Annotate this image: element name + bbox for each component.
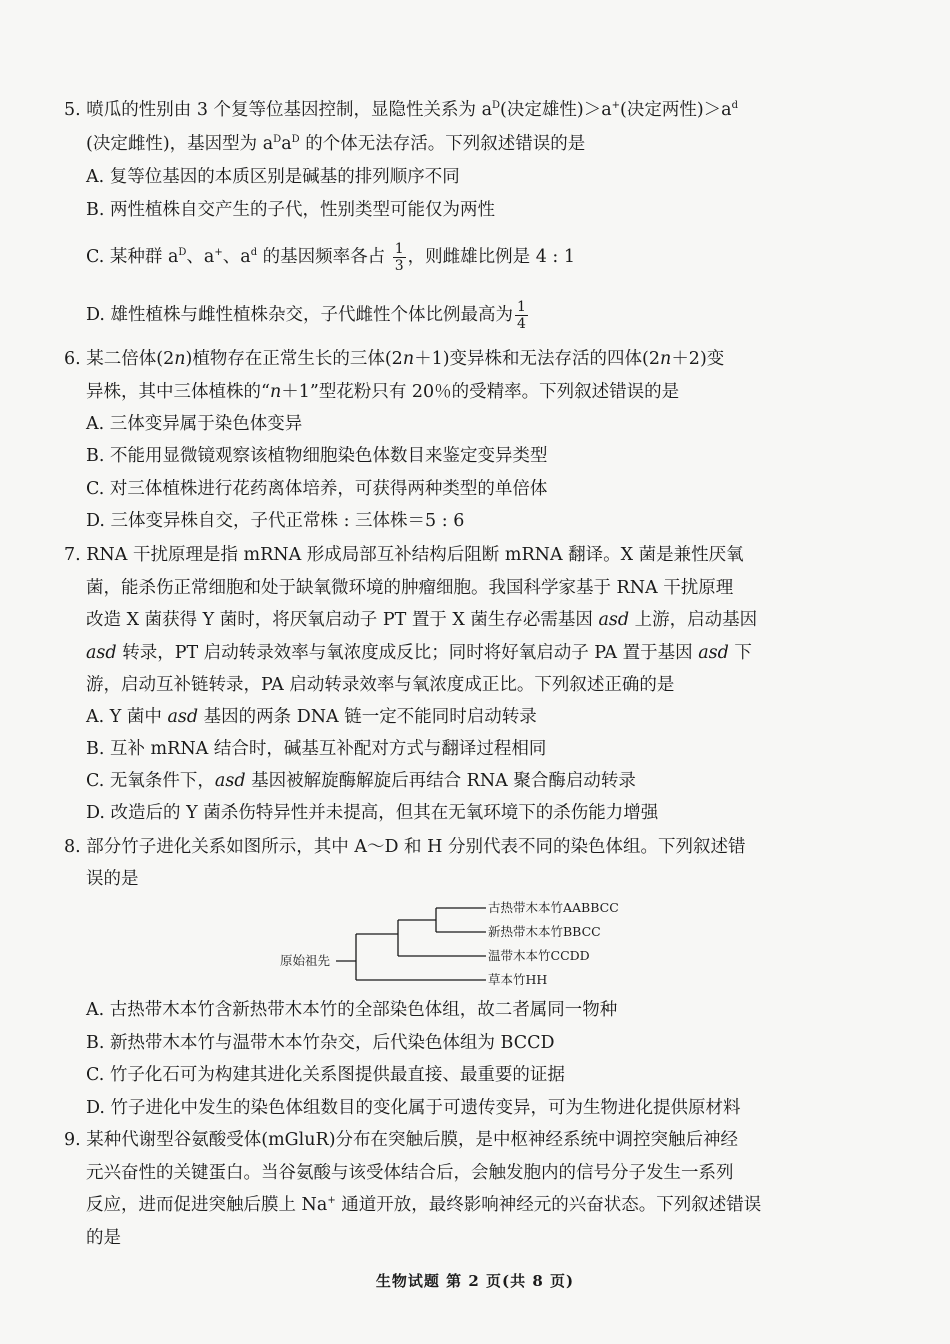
q6-stem-line1 bbox=[64, 346, 724, 372]
q8-option-c: C. 竹子化石可为构建其进化关系图提供最直接、最重要的证据 bbox=[86, 1065, 565, 1085]
gene-asd: asd bbox=[214, 771, 246, 791]
q7-text: 改造 X 菌获得 Y 菌时，将厌氧启动子 PT 置于 X 菌生存必需基因 bbox=[86, 610, 599, 630]
q7-text: 转录，PT 启动转录效率与氧浓度成反比；同时将好氧启动子 PA 置于基因 bbox=[116, 643, 699, 663]
q7-stem-line2: 菌，能杀伤正常细胞和处于缺氧微环境的肿瘤细胞。我国科学家基于 RNA 干扰原理 bbox=[86, 578, 734, 598]
var-n: n bbox=[269, 382, 282, 402]
opt-text: C. 某种群 a bbox=[86, 247, 179, 267]
tree-root-label: 原始祖先 bbox=[280, 953, 331, 968]
q9-stem-line2: 元兴奋性的关键蛋白。当谷氨酸与该受体结合后，会触发胞内的信号分子发生一系列 bbox=[86, 1163, 734, 1183]
q6-option-c: C. 对三体植株进行花药离体培养，可获得两种类型的单倍体 bbox=[86, 479, 548, 499]
q7-text: 下 bbox=[728, 643, 752, 663]
opt-text: 、a bbox=[222, 247, 251, 267]
gene-asd: asd bbox=[167, 707, 199, 727]
q8-option-b: B. 新热带木本竹与温带木本竹杂交，后代染色体组为 BCCD bbox=[86, 1033, 555, 1053]
q6-text: )植物存在正常生长的三体(2 bbox=[185, 349, 403, 369]
tree-leaf-temperate: 温带木本竹CCDD bbox=[488, 948, 590, 963]
q9-stem-line3 bbox=[86, 1192, 761, 1218]
sup: + bbox=[214, 247, 223, 258]
page-footer: 生物试题 第 2 页(共 8 页) bbox=[375, 1272, 575, 1290]
gene-asd: asd bbox=[86, 643, 117, 663]
q6-option-b: B. 不能用显微镜观察该植物细胞染色体数目来鉴定变异类型 bbox=[86, 446, 548, 466]
q5-text: 的个体无法存活。下列叙述错误的是 bbox=[299, 134, 586, 154]
q5-text: 5. 喷瓜的性别由 3 个复等位基因控制，显隐性关系为 a bbox=[64, 100, 493, 120]
q7-option-a bbox=[86, 704, 537, 730]
q5-option-a: A. 复等位基因的本质区别是碱基的排列顺序不同 bbox=[86, 167, 460, 187]
fraction-denominator: 3 bbox=[394, 258, 404, 274]
q6-option-d: D. 三体变异株自交，子代正常株 : 三体株＝5 : 6 bbox=[86, 511, 465, 531]
q6-stem-line2 bbox=[86, 379, 679, 405]
q6-text: ＋1)变异株和无法存活的四体(2 bbox=[414, 349, 661, 369]
fraction-denominator: 4 bbox=[517, 316, 526, 332]
q5-text: (决定雄性)＞a bbox=[500, 100, 612, 120]
q7-stem-line1: 7. RNA 干扰原理是指 mRNA 形成局部互补结构后阻断 mRNA 翻译。X 菌是兼性厌氧 bbox=[64, 545, 744, 565]
sup: d bbox=[731, 100, 739, 111]
q5-option-d bbox=[86, 299, 530, 332]
var-n: n bbox=[174, 349, 186, 369]
opt-text: ，则雌雄比例是 4 : 1 bbox=[407, 247, 576, 267]
q8-stem-line2: 误的是 bbox=[86, 869, 139, 889]
opt-text: C. 无氧条件下， bbox=[86, 771, 215, 791]
q6-text: ＋2)变 bbox=[671, 349, 725, 369]
q5-option-c bbox=[86, 241, 575, 274]
sup: D bbox=[492, 100, 501, 111]
sup: + bbox=[327, 1195, 336, 1206]
q5-stem-line2 bbox=[86, 131, 585, 157]
opt-text: 、a bbox=[186, 247, 215, 267]
opt-text: D. 雄性植株与雌性植株杂交，子代雌性个体比例最高为 bbox=[86, 305, 514, 325]
q6-option-a: A. 三体变异属于染色体变异 bbox=[86, 414, 303, 434]
sup: D bbox=[273, 134, 282, 145]
q5-text: (决定雌性)，基因型为 a bbox=[86, 134, 274, 154]
fraction bbox=[515, 299, 528, 332]
fraction-numerator: 1 bbox=[394, 241, 404, 257]
var-n: n bbox=[660, 349, 672, 369]
q7-text: 上游，启动基因 bbox=[629, 610, 758, 630]
q9-stem-line1: 9. 某种代谢型谷氨酸受体(mGluR)分布在突触后膜，是中枢神经系统中调控突触后神经 bbox=[64, 1130, 739, 1150]
tree-leaf-paleotropical: 古热带木本竹AABBCC bbox=[488, 900, 619, 915]
fraction bbox=[393, 241, 406, 274]
tree-leaf-herbaceous: 草本竹HH bbox=[488, 972, 548, 987]
sup: D bbox=[178, 247, 187, 258]
q9-text: 通道开放，最终影响神经元的兴奋状态。下列叙述错误 bbox=[335, 1195, 762, 1215]
q8-option-a: A. 古热带木本竹含新热带木本竹的全部染色体组，故二者属同一物种 bbox=[86, 1000, 618, 1020]
q8-option-d: D. 竹子进化中发生的染色体组数目的变化属于可遗传变异，可为生物进化提供原材料 bbox=[86, 1098, 741, 1118]
q7-stem-line3 bbox=[86, 607, 757, 633]
q5-stem-line1 bbox=[64, 97, 738, 123]
sup: D bbox=[291, 134, 300, 145]
q7-stem-line4 bbox=[86, 640, 752, 666]
q5-text: (决定两性)＞a bbox=[620, 100, 732, 120]
q6-text: 异株，其中三体植株的“ bbox=[86, 382, 270, 402]
opt-text: 基因的两条 DNA 链一定不能同时启动转录 bbox=[198, 707, 537, 727]
opt-text: 的基因频率各占 bbox=[257, 247, 386, 267]
q8-stem-line1: 8. 部分竹子进化关系如图所示，其中 A～D 和 H 分别代表不同的染色体组。下列叙述错 bbox=[64, 837, 746, 857]
sup: + bbox=[611, 100, 621, 111]
q9-text: 反应，进而促进突触后膜上 Na bbox=[86, 1195, 328, 1215]
var-n: n bbox=[402, 349, 415, 369]
q5-text: a bbox=[281, 134, 292, 154]
sup: d bbox=[250, 247, 258, 258]
opt-text: A. Y 菌中 bbox=[86, 707, 168, 727]
q7-option-c bbox=[86, 768, 636, 794]
bamboo-evolution-tree bbox=[280, 896, 620, 992]
q6-text: 6. 某二倍体(2 bbox=[64, 349, 175, 369]
q7-option-b: B. 互补 mRNA 结合时，碱基互补配对方式与翻译过程相同 bbox=[86, 739, 547, 759]
gene-asd: asd bbox=[698, 643, 729, 663]
q5-option-b: B. 两性植株自交产生的子代，性别类型可能仅为两性 bbox=[86, 200, 495, 220]
fraction-numerator: 1 bbox=[517, 299, 526, 315]
gene-asd: asd bbox=[598, 610, 630, 630]
tree-leaf-neotropical: 新热带木本竹BBCC bbox=[488, 924, 601, 939]
opt-text: 基因被解旋酶解旋后再结合 RNA 聚合酶启动转录 bbox=[245, 771, 636, 791]
q7-option-d: D. 改造后的 Y 菌杀伤特异性并未提高，但其在无氧环境下的杀伤能力增强 bbox=[86, 803, 659, 823]
q7-stem-line5: 游，启动互补链转录，PA 启动转录效率与氧浓度成正比。下列叙述正确的是 bbox=[86, 675, 675, 695]
q6-text: ＋1”型花粉只有 20％的受精率。下列叙述错误的是 bbox=[281, 382, 680, 402]
q9-stem-line4: 的是 bbox=[86, 1228, 121, 1248]
